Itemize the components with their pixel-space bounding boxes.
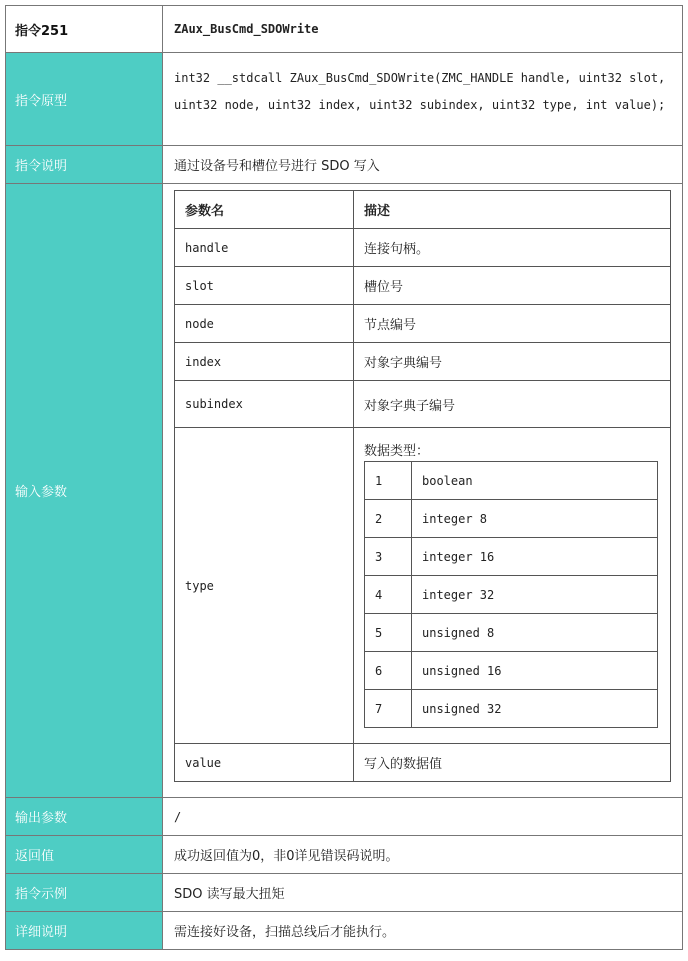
type-param-row bbox=[175, 428, 671, 744]
param-name: subindex bbox=[175, 381, 354, 428]
table-row bbox=[175, 267, 671, 305]
type-name: integer 16 bbox=[412, 538, 658, 576]
param-desc: 对象字典编号 bbox=[354, 343, 671, 381]
param-name: value bbox=[175, 744, 354, 782]
param-name: node bbox=[175, 305, 354, 343]
inputs-label: 输入参数 bbox=[6, 184, 163, 797]
return-row bbox=[6, 836, 683, 874]
param-name-header: 参数名 bbox=[175, 191, 354, 229]
details-row bbox=[6, 912, 683, 950]
table-row bbox=[175, 305, 671, 343]
param-desc-header: 描述 bbox=[354, 191, 671, 229]
table-row bbox=[175, 229, 671, 267]
type-caption: 数据类型： bbox=[364, 444, 430, 459]
type-row bbox=[365, 462, 658, 500]
type-id: 6 bbox=[365, 652, 412, 690]
param-desc: 槽位号 bbox=[354, 267, 671, 305]
example-value: SDO 读写最大扭矩 bbox=[163, 874, 683, 911]
type-id: 5 bbox=[365, 614, 412, 652]
outputs-label: 输出参数 bbox=[6, 798, 163, 835]
return-label: 返回值 bbox=[6, 836, 163, 873]
command-name: ZAux_BusCmd_SDOWrite bbox=[163, 6, 683, 52]
type-row bbox=[365, 652, 658, 690]
type-name: unsigned 32 bbox=[412, 690, 658, 728]
details-label: 详细说明 bbox=[6, 912, 163, 949]
type-id: 1 bbox=[365, 462, 412, 500]
outputs-row bbox=[6, 798, 683, 836]
details-value: 需连接好设备，扫描总线后才能执行。 bbox=[163, 912, 683, 949]
table-row bbox=[175, 744, 671, 782]
type-name: unsigned 8 bbox=[412, 614, 658, 652]
type-name: integer 32 bbox=[412, 576, 658, 614]
type-id: 2 bbox=[365, 500, 412, 538]
prototype-label: 指令原型 bbox=[6, 53, 163, 145]
param-name: slot bbox=[175, 267, 354, 305]
param-name: handle bbox=[175, 229, 354, 267]
type-id: 7 bbox=[365, 690, 412, 728]
type-row bbox=[365, 538, 658, 576]
param-desc: 连接句柄。 bbox=[354, 229, 671, 267]
return-value: 成功返回值为0，非0详见错误码说明。 bbox=[163, 836, 683, 873]
command-table bbox=[5, 5, 683, 950]
param-name: type bbox=[175, 428, 354, 744]
command-number: 指令251 bbox=[6, 6, 163, 52]
prototype-value: int32 __stdcall ZAux_BusCmd_SDOWrite(ZMC_HANDLE handle, uint32 slot, uint32 node, uint32 index, uint32 subindex, uint32 type, int value); bbox=[163, 53, 683, 145]
type-row bbox=[365, 576, 658, 614]
type-row bbox=[365, 614, 658, 652]
parameter-header-row bbox=[175, 191, 671, 229]
type-id: 3 bbox=[365, 538, 412, 576]
type-name: unsigned 16 bbox=[412, 652, 658, 690]
description-row bbox=[6, 146, 683, 184]
description-value: 通过设备号和槽位号进行 SDO 写入 bbox=[163, 146, 683, 183]
type-param-desc bbox=[354, 428, 671, 744]
outputs-value: / bbox=[163, 798, 683, 835]
example-label: 指令示例 bbox=[6, 874, 163, 911]
type-row bbox=[365, 690, 658, 728]
param-desc: 节点编号 bbox=[354, 305, 671, 343]
description-label: 指令说明 bbox=[6, 146, 163, 183]
table-row bbox=[175, 381, 671, 428]
type-name: boolean bbox=[412, 462, 658, 500]
inputs-cell bbox=[163, 184, 683, 797]
header-row bbox=[6, 6, 683, 53]
parameter-table bbox=[174, 190, 671, 782]
type-table bbox=[364, 461, 658, 728]
example-row bbox=[6, 874, 683, 912]
type-name: integer 8 bbox=[412, 500, 658, 538]
inputs-row bbox=[6, 184, 683, 798]
table-row bbox=[175, 343, 671, 381]
param-name: index bbox=[175, 343, 354, 381]
type-row bbox=[365, 500, 658, 538]
type-id: 4 bbox=[365, 576, 412, 614]
prototype-row bbox=[6, 53, 683, 146]
param-desc: 写入的数据值 bbox=[354, 744, 671, 782]
param-desc: 对象字典子编号 bbox=[354, 381, 671, 428]
